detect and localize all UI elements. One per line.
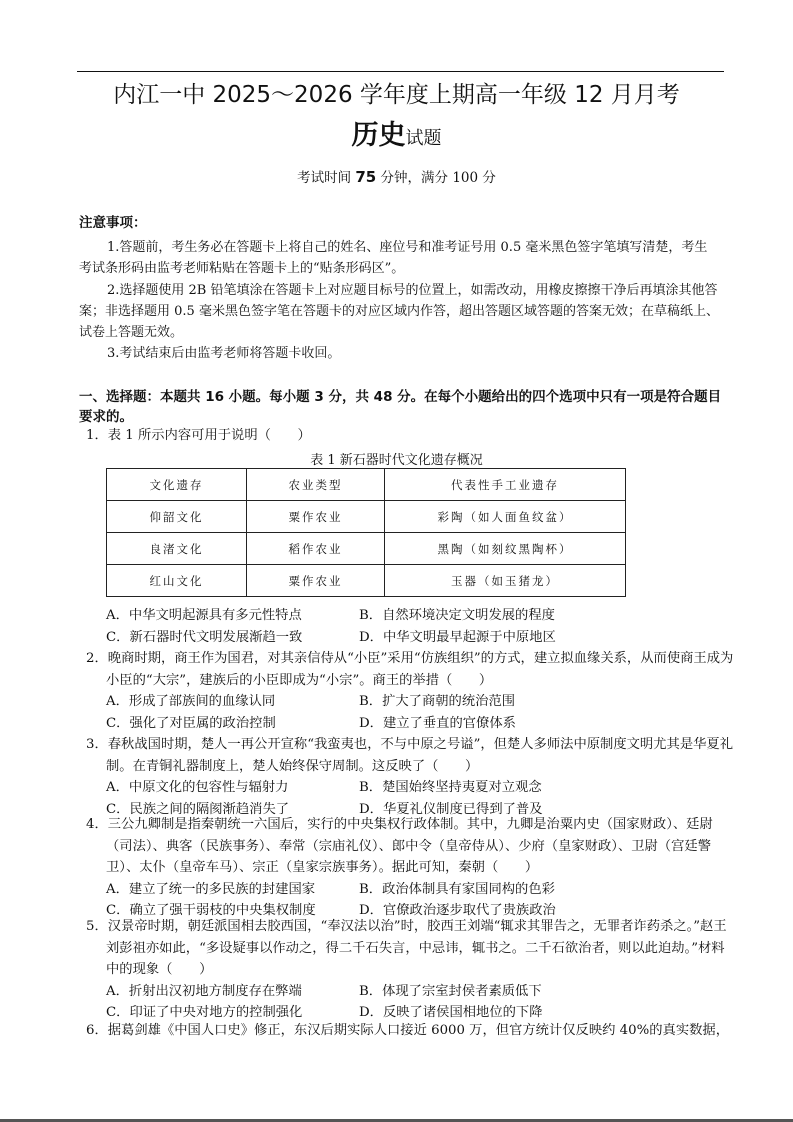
notice-item [79, 280, 719, 343]
table-cell: 玉器（如玉猪龙） [385, 565, 626, 597]
question-5 [86, 916, 736, 1024]
table-row [107, 501, 626, 533]
question-3 [86, 734, 736, 820]
option-c[interactable]: C．强化了对臣属的政治控制 [106, 715, 276, 731]
notice-item [79, 343, 719, 364]
question-stem: 4．三公九卿制是指秦朝统一六国后，实行的中央集权行政体制。其中，九卿是治粟内史（国家财政）、廷尉（司法）、典客（民族事务）、奉常（宗庙礼仪）、郎中令（皇帝侍从）、少府（皇家财政）、卫尉（宫廷警卫）、太仆（皇帝车马）、宗正（皇家宗族事务）。据此可知，秦朝（ ） [86, 817, 713, 875]
table-cell: 仰韶文化 [107, 501, 247, 533]
notice-text: 2.选择题使用 2B 铅笔填涂在答题卡上对应题目标号的位置上，如需改动，用橡皮擦擦干净后再填涂其他答案；非选择题用 0.5 毫米黑色签字笔在答题卡的对应区域内作答，超出答题区域答题的答案无效；在草稿纸上、试卷上答题无效。 [79, 283, 719, 340]
table-cell: 粟作农业 [247, 501, 385, 533]
question-stem: 2．晚商时期，商王作为国君，对其亲信侍从“小臣”采用“仿族组织”的方式，建立拟血缘关系，从而使商王成为小臣的“大宗”，建族后的小臣即成为“小宗”。商王的举措（ ） [86, 651, 734, 688]
option-d[interactable]: D．官僚政治逐步取代了贵族政治 [359, 903, 556, 918]
section-heading: 一、选择题：本题共 16 小题。每小题 3 分，共 48 分。在每个小题给出的四个选项中只有一项是符合题目要求的。 [79, 389, 722, 425]
option-b[interactable]: B．扩大了商朝的统治范围 [359, 694, 516, 709]
option-c[interactable]: C．确立了强干弱枝的中央集权制度 [106, 903, 316, 918]
notice-item [79, 237, 719, 279]
option-b[interactable]: B．自然环境决定文明发展的程度 [359, 608, 555, 623]
notice-text: 1.答题前，考生务必在答题卡上将自己的姓名、座位号和准考证号用 0.5 毫米黑色签字笔填写清楚，考生考试条形码由监考老师粘贴在答题卡上的“贴条形码区”。 [79, 240, 708, 276]
question-stem: 6．据葛剑雄《中国人口史》修正，东汉后期实际人口接近 6000 万，但官方统计仅反映约 40%的真实数据， [86, 1023, 730, 1038]
table-header-cell: 农业类型 [247, 469, 385, 501]
table-header-row [107, 469, 626, 501]
table-row [107, 565, 626, 597]
option-a[interactable]: A．建立了统一的多民族的封建国家 [106, 881, 316, 897]
option-d[interactable]: D．中华文明最早起源于中原地区 [359, 629, 556, 645]
question-stem: 1．表 1 所示内容可用于说明（ ） [86, 428, 311, 443]
subject-main: 历史 [351, 120, 406, 151]
table-cell: 稻作农业 [247, 533, 385, 565]
option-a[interactable]: A．折射出汉初地方制度存在弊端 [106, 983, 302, 999]
notice-heading: 注意事项： [79, 215, 147, 231]
question-4 [86, 814, 736, 922]
table-cell: 彩陶（如人面鱼纹盆） [385, 501, 626, 533]
option-b[interactable]: B．楚国始终坚持夷夏对立观念 [359, 780, 542, 795]
table-cell: 红山文化 [107, 565, 247, 597]
option-d[interactable]: D．反映了诸侯国相地位的下降 [359, 1005, 543, 1020]
option-a[interactable]: A．中原文化的包容性与辐射力 [106, 780, 289, 795]
subject-title [0, 113, 793, 152]
option-c[interactable]: C．印证了中央对地方的控制强化 [106, 1005, 303, 1020]
question-stem: 3．春秋战国时期，楚人一再公开宣称“我蛮夷也，不与中原之号谥”，但楚人多师法中原制度文明尤其是华夏礼制。在青铜礼器制度上，楚人始终保守周制。这反映了（ ） [86, 737, 734, 774]
option-b[interactable]: B．政治体制具有家国同构的色彩 [359, 881, 555, 897]
option-d[interactable]: D．华夏礼仪制度已得到了普及 [359, 801, 543, 817]
header-rule [77, 71, 724, 72]
option-a[interactable]: A．形成了部族间的血缘认同 [106, 694, 276, 709]
option-c[interactable]: C．民族之间的隔阂渐趋消失了 [106, 801, 290, 817]
option-b[interactable]: B．体现了宗室封侯者素质低下 [359, 983, 542, 999]
table-header-cell: 代表性手工业遗存 [385, 469, 626, 501]
exam-info-prefix: 考试时间 [297, 170, 352, 186]
question-2 [86, 648, 736, 734]
option-c[interactable]: C．新石器时代文明发展渐趋一致 [106, 629, 303, 645]
option-a[interactable]: A．中华文明起源具有多元性特点 [106, 608, 302, 623]
data-table [106, 468, 626, 597]
table-header-cell: 文化遗存 [107, 469, 247, 501]
notice-text: 3.考试结束后由监考老师将答题卡收回。 [107, 346, 341, 361]
subject-suffix: 试题 [405, 128, 442, 149]
option-d[interactable]: D．建立了垂直的官僚体系 [359, 715, 516, 731]
exam-minutes: 75 [355, 168, 377, 186]
exam-info-suffix: 分钟，满分 100 分 [380, 170, 496, 186]
table-cell: 良渚文化 [107, 533, 247, 565]
question-stem: 5．汉景帝时期，朝廷派国相去胶西国，“奉汉法以治”时，胶西王刘端“辄求其罪告之，无罪者诈药杀之。”赵王刘彭祖亦如此，“多设疑事以作动之，得二千石失言，中忌讳，辄书之。二千石欲治者，则以此迫劫。”材料中的现象（ ） [86, 919, 727, 977]
table-caption: 表 1 新石器时代文化遗存概况 [310, 453, 483, 468]
question-1 [86, 425, 736, 447]
table-row [107, 533, 626, 565]
exam-title: 内江一中 2025～2026 学年度上期高一年级 12 月月考 [113, 82, 680, 108]
question-1-options [86, 605, 736, 648]
table-cell: 粟作农业 [247, 565, 385, 597]
table-cell: 黑陶（如刻纹黑陶杯） [385, 533, 626, 565]
exam-info [0, 166, 793, 186]
question-6 [86, 1020, 736, 1042]
